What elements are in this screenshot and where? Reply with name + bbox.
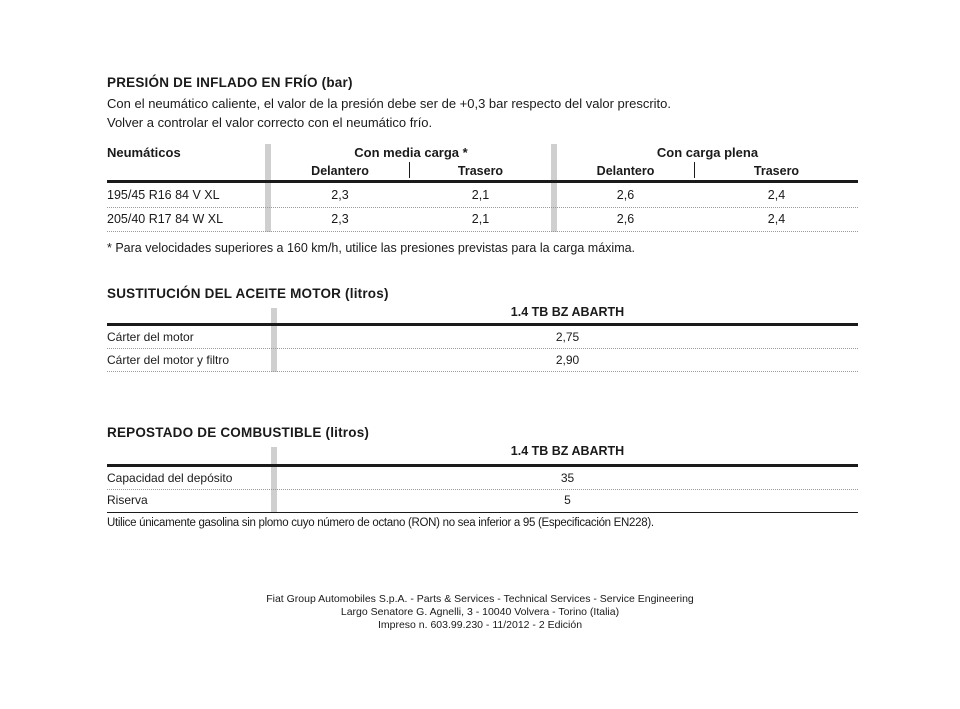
pressure-table (107, 142, 858, 234)
pressure-section-title: PRESIÓN DE INFLADO EN FRÍO (bar) (107, 75, 353, 90)
oil-table (107, 304, 858, 374)
row-divider (107, 489, 858, 490)
medium-front-header: Delantero (311, 164, 369, 178)
full-front-value: 2,6 (616, 188, 635, 202)
oil-row-label: Cárter del motor (107, 330, 194, 344)
header-rule (107, 323, 858, 326)
medium-load-header: Con media carga * (354, 145, 468, 160)
table-row (107, 493, 858, 509)
row-divider (107, 348, 858, 349)
engine-header: 1.4 TB BZ ABARTH (510, 444, 625, 458)
full-rear-value: 2,4 (767, 212, 786, 226)
table-row (107, 188, 858, 204)
row-divider (107, 231, 858, 232)
medium-rear-header: Trasero (457, 164, 504, 178)
pressure-info-line2: Volver a controlar el valor correcto con el neumático frío. (107, 115, 433, 130)
full-rear-value: 2,4 (767, 188, 786, 202)
full-front-value: 2,6 (616, 212, 635, 226)
full-rear-header: Trasero (753, 164, 800, 178)
medium-rear-value: 2,1 (471, 188, 490, 202)
row-divider (107, 207, 858, 208)
engine-header: 1.4 TB BZ ABARTH (510, 305, 625, 319)
header-rule (107, 180, 858, 183)
row-divider (107, 371, 858, 372)
tire-size: 205/40 R17 84 W XL (107, 212, 224, 226)
fuel-row-label: Riserva (107, 493, 148, 507)
medium-front-value: 2,3 (331, 212, 349, 226)
header-rule (107, 464, 858, 467)
oil-header-row (107, 305, 858, 321)
oil-row-value: 2,90 (555, 353, 580, 367)
fuel-row-value: 35 (560, 471, 575, 485)
footer-line2: Largo Senatore G. Agnelli, 3 - 10040 Volvera - Torino (Italia) (340, 606, 620, 618)
oil-section-title: SUSTITUCIÓN DEL ACEITE MOTOR (litros) (107, 286, 389, 301)
table-row (107, 471, 858, 487)
oil-row-label: Cárter del motor y filtro (107, 353, 230, 367)
tires-column-header: Neumáticos (107, 145, 181, 160)
fuel-header-row (107, 444, 858, 460)
footer-line1: Fiat Group Automobiles S.p.A. - Parts & Services - Technical Services - Service Engineering (266, 593, 694, 605)
table-bottom-rule (107, 512, 858, 513)
footer-line3: Impreso n. 603.99.230 - 11/2012 - 2 Edición (377, 619, 583, 631)
full-front-header: Delantero (596, 164, 655, 178)
pressure-group-header-row (107, 145, 858, 161)
full-load-header: Con carga plena (656, 145, 759, 160)
fuel-section-title: REPOSTADO DE COMBUSTIBLE (litros) (107, 425, 370, 440)
fuel-row-label: Capacidad del depósito (107, 471, 233, 485)
table-row (107, 330, 858, 346)
pressure-footnote: * Para velocidades superiores a 160 km/h, utilice las presiones previstas para la carga máxima. (107, 241, 636, 255)
medium-front-value: 2,3 (331, 188, 349, 202)
fuel-table (107, 443, 858, 515)
tire-size: 195/45 R16 84 V XL (107, 188, 220, 202)
fuel-row-value: 5 (564, 493, 571, 507)
pressure-info-line1: Con el neumático caliente, el valor de la presión debe ser de +0,3 bar respecto del valor prescrito. (107, 96, 672, 111)
pressure-sub-header-row (107, 164, 858, 180)
fuel-note: Utilice únicamente gasolina sin plomo cuyo número de octano (RON) no sea inferior a 95 (Especificación EN228). (107, 517, 654, 529)
medium-rear-value: 2,1 (471, 212, 490, 226)
oil-row-value: 2,75 (555, 330, 580, 344)
table-row (107, 353, 858, 369)
table-row (107, 212, 858, 228)
